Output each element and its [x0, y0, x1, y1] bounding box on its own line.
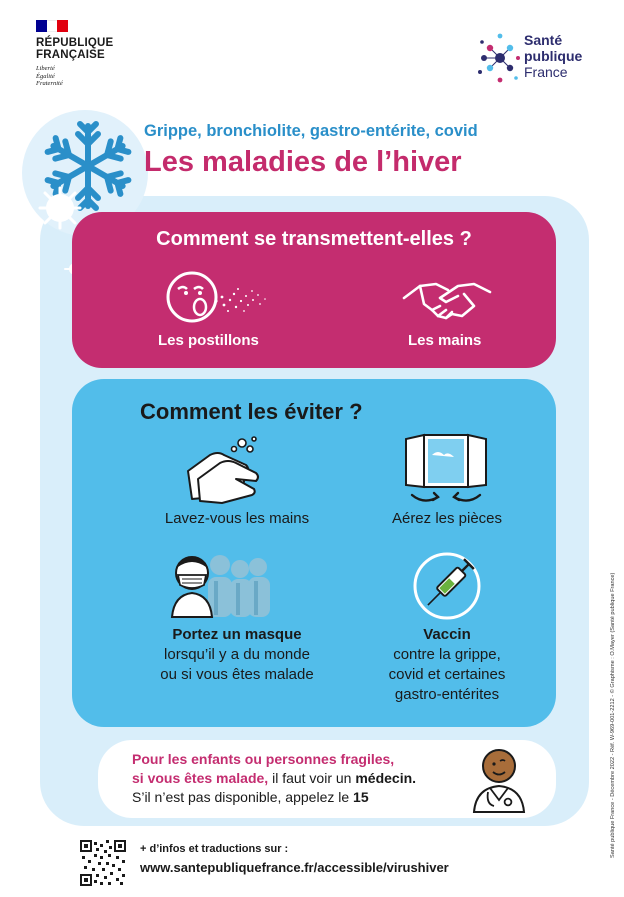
droplets-label: Les postillons — [158, 332, 259, 349]
advice-line-2: si vous êtes malade, il faut voir un médecin. — [132, 770, 417, 786]
vaccine-label: Vaccin contre la grippe, covid et certaines gastro-entérites — [388, 626, 506, 703]
doctor-icon — [470, 746, 528, 814]
handwashing-label: Lavez-vous les mains — [164, 510, 310, 527]
hands-label: Les mains — [408, 332, 482, 349]
transmission-heading: Comment se transmettent-elles ? — [156, 228, 472, 250]
republic-motto: Liberté Égalité Fraternité — [36, 65, 63, 87]
republic-name: RÉPUBLIQUE FRANÇAISE — [36, 37, 114, 61]
mask-label: Portez un masque lorsqu’il y a du monde ou si vous êtes malade — [160, 626, 314, 683]
ventilate-label: Aérez les pièces — [391, 510, 503, 527]
prevention-heading: Comment les éviter ? — [140, 399, 363, 424]
sante-publique-france-logo — [476, 28, 606, 92]
republique-francaise-logo — [36, 20, 146, 88]
face-mask-icon — [170, 551, 280, 619]
page-title: Les maladies de l’hiver — [144, 146, 462, 178]
agency-name-line3: France — [524, 64, 568, 80]
open-window-icon — [402, 431, 490, 507]
agency-name-line1: Santé — [524, 32, 563, 48]
french-flag-icon — [36, 20, 68, 32]
info-url-link[interactable]: www.santepubliquefrance.fr/accessible/virushiver — [140, 860, 449, 875]
transmission-section — [72, 212, 556, 368]
diseases-subtitle: Grippe, bronchiolite, gastro-entérite, covid — [144, 122, 478, 140]
qr-code[interactable] — [80, 840, 126, 886]
agency-name-line2: publique — [524, 48, 583, 64]
sneezing-face-icon — [164, 267, 274, 327]
virus-icon — [38, 186, 82, 230]
advice-line-3: S’il n’est pas disponible, appelez le 15 — [132, 789, 369, 805]
advice-line-1: Pour les enfants ou personnes fragiles, — [132, 751, 395, 767]
handshake-icon — [402, 272, 492, 326]
prevention-section — [72, 379, 556, 727]
handwashing-icon — [184, 435, 264, 505]
vaccine-syringe-icon — [412, 551, 482, 621]
molecule-logo-icon — [476, 28, 522, 88]
more-info-label: + d’infos et traductions sur : — [140, 843, 289, 855]
